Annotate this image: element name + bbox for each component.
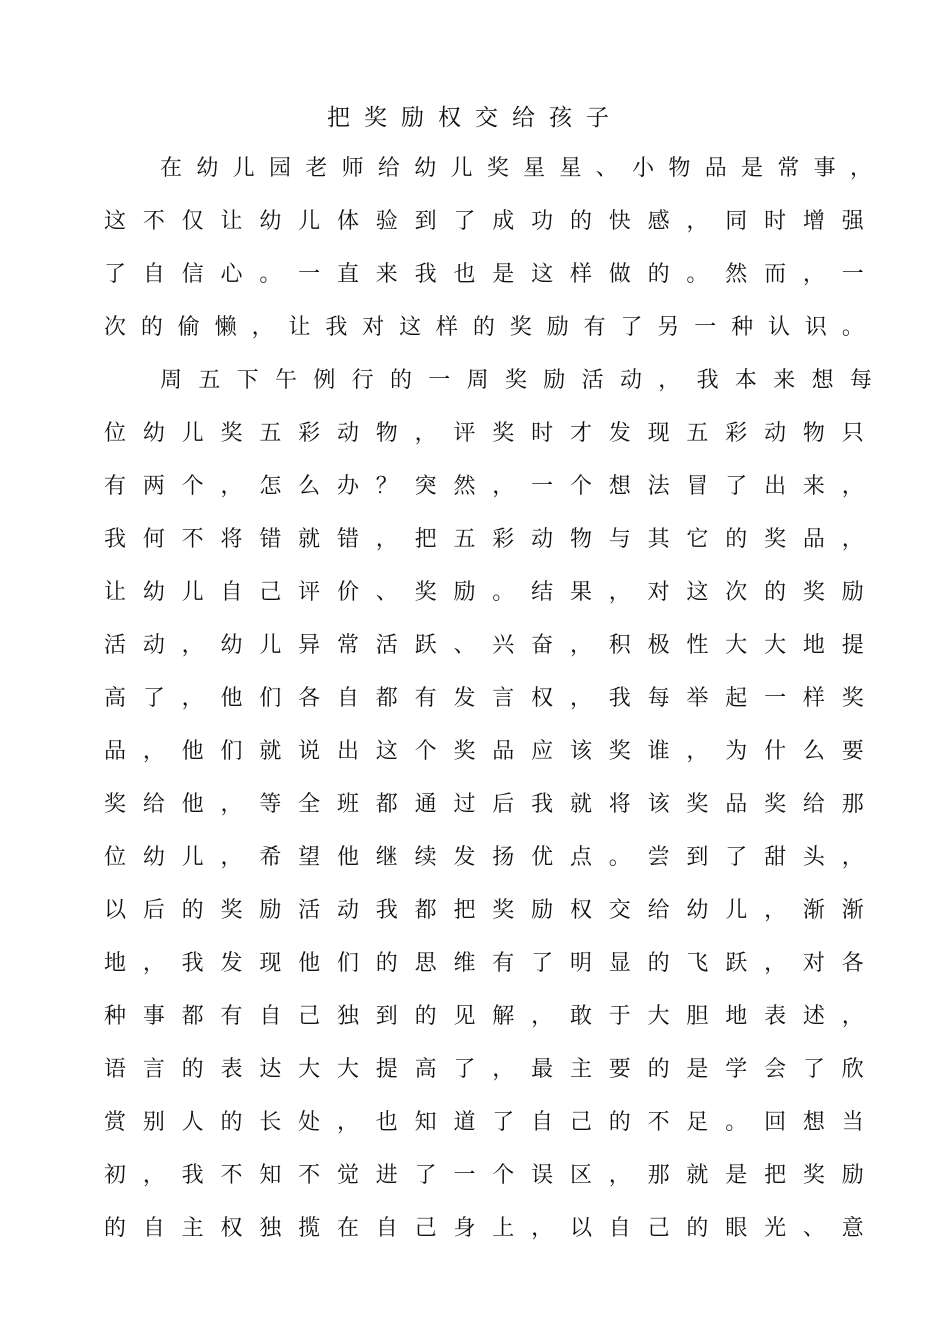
text-line: 有 两 个 ， 怎 么 办 ？ 突 然 ， 一 个 想 法 冒 了 出 来 ，: [104, 474, 864, 499]
text-line: 位 幼 儿 奖 五 彩 动 物 ， 评 奖 时 才 发 现 五 彩 动 物 只: [104, 421, 864, 446]
text-line: 让 幼 儿 自 己 评 价 、 奖 励 。 结 果 ， 对 这 次 的 奖 励: [104, 580, 864, 605]
text-line: 初 ， 我 不 知 不 觉 进 了 一 个 误 区 ， 那 就 是 把 奖 励: [104, 1163, 864, 1188]
text-line: 种 事 都 有 自 己 独 到 的 见 解 ， 敢 于 大 胆 地 表 述 ，: [104, 1004, 864, 1029]
text-line: 次 的 偷 懒 ， 让 我 对 这 样 的 奖 励 有 了 另 一 种 认 识 。: [104, 315, 864, 340]
text-line: 这 不 仅 让 幼 儿 体 验 到 了 成 功 的 快 感 ， 同 时 增 强: [104, 209, 864, 234]
text-line: 地 ， 我 发 现 他 们 的 思 维 有 了 明 显 的 飞 跃 ， 对 各: [104, 951, 864, 976]
text-line: 活 动 ， 幼 儿 异 常 活 跃 、 兴 奋 ， 积 极 性 大 大 地 提: [104, 633, 864, 658]
text-line: 奖 给 他 ， 等 全 班 都 通 过 后 我 就 将 该 奖 品 奖 给 那: [104, 792, 864, 817]
text-line: 高 了 ， 他 们 各 自 都 有 发 言 权 ， 我 每 举 起 一 样 奖: [104, 686, 864, 711]
text-line: 赏 别 人 的 长 处 ， 也 知 道 了 自 己 的 不 足 。 回 想 当: [104, 1110, 864, 1135]
document-title: 把奖励权交给孩子: [327, 105, 623, 131]
text-line: 位 幼 儿 ， 希 望 他 继 续 发 扬 优 点 。 尝 到 了 甜 头 ，: [104, 845, 864, 870]
text-line: 了 自 信 心 。 一 直 来 我 也 是 这 样 做 的 。 然 而 ， 一: [104, 262, 864, 287]
text-line: 的 自 主 权 独 揽 在 自 己 身 上 ， 以 自 己 的 眼 光 、 意: [104, 1216, 864, 1241]
text-line: 周 五 下 午 例 行 的 一 周 奖 励 活 动 ， 我 本 来 想 每: [160, 368, 872, 393]
text-line: 我 何 不 将 错 就 错 ， 把 五 彩 动 物 与 其 它 的 奖 品 ，: [104, 527, 864, 552]
text-line: 语 言 的 表 达 大 大 提 高 了 ， 最 主 要 的 是 学 会 了 欣: [104, 1057, 864, 1082]
text-line: 以 后 的 奖 励 活 动 我 都 把 奖 励 权 交 给 幼 儿 ， 渐 渐: [104, 898, 864, 923]
text-line: 在 幼 儿 园 老 师 给 幼 儿 奖 星 星 、 小 物 品 是 常 事 ，: [160, 156, 872, 181]
text-line: 品 ， 他 们 就 说 出 这 个 奖 品 应 该 奖 谁 ， 为 什 么 要: [104, 739, 864, 764]
